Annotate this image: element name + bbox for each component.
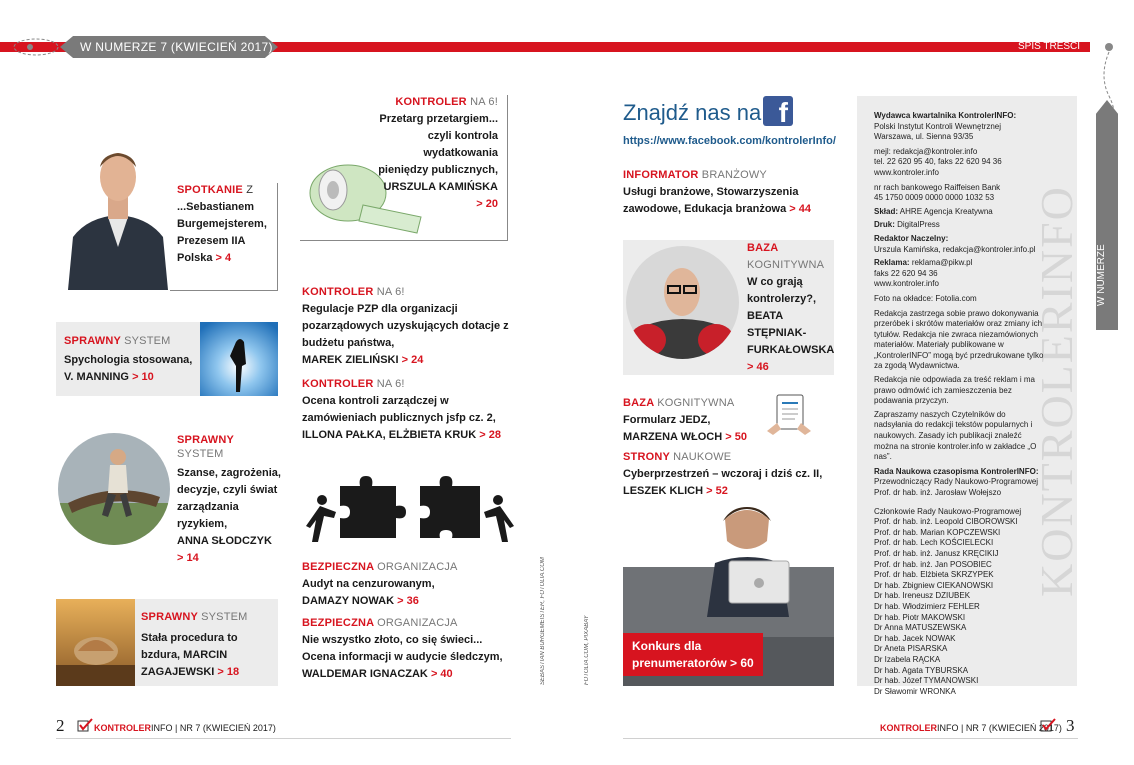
meeting-page: > 4 [215,252,232,264]
sprawny2-text[interactable] [177,465,282,567]
council-member: Dr hab. Józef TYMANOWSKI [874,676,979,686]
ads-line-1: faks 22 620 94 36 [874,268,938,278]
council-member: Prof. dr hab. Elżbieta SKRZYPEK [874,570,994,580]
bezp2-page: > 40 [430,668,453,680]
council-member: Prof. dr hab. inż. Leopold CIBOROWSKI [874,517,1018,527]
photo-credit-left: SEBASTIAN BURGEMEISTER, FOTOLIA.COM [540,557,546,685]
council-label: Rada Naukowa czasopisma KontrolerINFO: [874,466,1039,476]
strony-category [623,450,833,464]
footer-brand-left-bold: KONTROLER [94,723,151,733]
publisher-line-1: Polski Instytut Kontroli Wewnętrznej [874,121,1002,131]
council-head-2: Prof. dr hab. inż. Jarosław Wołejszo [874,488,1002,497]
informator-cat-normal: BRANŻOWY [701,169,767,181]
bezp2-cat-normal: ORGANIZACJA [377,617,458,629]
bezp2-cat-bold: BEZPIECZNA [302,617,374,629]
sprawny2-author: ANNA SŁODCZYK [177,535,272,547]
kontroler2-cat-bold: KONTROLER [302,286,374,298]
publisher-label: Wydawca kwartalnika KontrolerINFO: [874,111,1017,120]
footer-brand-right-normal: INFO [937,723,959,733]
baza1-category [747,240,837,274]
sprawny1-text[interactable] [64,352,204,386]
meeting-category [177,183,277,197]
council-member: Prof. dr hab. Marian KOPCZEWSKI [874,527,1001,537]
druk-label: Druk: [874,220,895,230]
portrait-illustration [68,137,168,290]
council-member: Prof. dr hab. inż. Janusz KRĘCIKIJ [874,548,999,558]
meeting-cat-bold: SPOTKANIE [177,184,243,196]
ads-line-2: www.kontroler.info [874,279,939,289]
konkurs-text [632,638,760,672]
informator-title: Usługi branżowe, Stowarzyszenia zawodowe, Edukacja branżowa [623,186,799,215]
baza1-cat-bold: BAZA [747,242,779,254]
baza2-cat-normal: KOGNITYWNA [657,397,735,409]
sprawny3-page: > 18 [217,666,240,678]
bezp1-category [302,560,512,574]
sklad-label: Skład: [874,206,899,216]
editor-label: Redaktor Naczelny: [874,233,949,243]
facebook-url[interactable]: https://www.facebook.com/kontrolerInfo/ [623,135,836,147]
impressum-note-1: Redakcja zastrzega sobie prawo dokonywania przeróbek i skrótów materiałów oraz zmiany ich tytułów. Redakcja nie zwraca niezamówionych materiałów. Materiały publikowane w „KontrolerINFO” mogą być przedrukowane tylko za zgodą Wydawnictwa. [874,308,1044,371]
council-member: Dr hab. Agata TYBURSKA [874,665,969,675]
kontroler3-page: > 28 [479,429,501,441]
sprawny1-title: Spychologia stosowana, [64,354,193,366]
issue-label: W NUMERZE 7 (KWIECIEŃ 2017) [80,40,273,54]
sprawny1-photo [200,322,278,396]
strony-text[interactable] [623,466,833,500]
baza1-text[interactable] [747,274,837,376]
sprawny3-text[interactable] [141,630,276,681]
kontroler1-category [360,95,498,109]
members-label: Członkowie Rady Naukowo-Programowej [874,506,1022,516]
sprawny1-author: V. MANNING [64,371,129,383]
kontroler3-category [302,377,512,391]
footer-brand-right [880,723,1062,733]
informator-cat-bold: INFORMATOR [623,169,699,181]
kontroler1-line1: Przetarg przetargiem... [379,113,498,125]
baza2-text[interactable] [623,412,783,446]
council-member: Dr Aneta PISARSKA [874,644,948,654]
publisher-line-2: Warszawa, ul. Sienna 93/35 [874,132,974,142]
kontroler2-page: > 24 [401,354,424,366]
bezp1-author: DAMAZY NOWAK [302,595,395,607]
baza2-page: > 50 [725,431,747,443]
footer-rule-right [623,738,1078,739]
impressum-watermark: KONTROLERINFO [1031,185,1082,597]
council-member: Dr hab. Zbigniew CIEKANOWSKI [874,580,994,590]
ads-value: reklama@pikw.pl [911,258,973,268]
informator-category [623,168,823,182]
footer-brand-left-normal: INFO [151,723,173,733]
informator-page: > 44 [789,203,811,215]
kontroler1-cat-bold: KONTROLER [395,96,467,108]
footer-rule-left [56,738,511,739]
cover-photo-credit: Foto na okładce: Fotolia.com [874,293,977,303]
bezp1-title: Audyt na cenzurowanym, [302,578,435,590]
council-member: Prof. dr hab. inż. Jan POSOBIEC [874,559,992,569]
kontroler2-author: MAREK ZIELIŃSKI [302,354,399,366]
kontroler2-cat-normal: NA 6! [376,286,405,298]
contact-line-1: mejl: redakcja@kontroler.info [874,146,978,156]
baza2-cat-bold: BAZA [623,397,654,409]
footer-issue-left: | NR 7 (KWIECIEŃ 2017) [175,723,276,733]
bezp1-text[interactable] [302,576,512,610]
strony-cat-normal: NAUKOWE [673,451,732,463]
kontroler1-border [507,95,508,240]
council-member: Dr hab. Jacek NOWAK [874,633,956,643]
footer-issue-right: | NR 7 (KWIECIEŃ 2017) [961,723,1062,733]
bezp1-cat-normal: ORGANIZACJA [377,561,458,573]
puzzle-illustration [300,470,515,550]
kontroler2-text[interactable] [302,301,512,369]
council-member: Prof. dr hab. Lech KOŚCIELECKI [874,538,994,548]
sprawny2-page: > 14 [177,552,199,564]
impressum-note-2: Redakcja nie odpowiada za treść reklam i ma prawo odmówić ich zamieszczenia bez podawania przyczyn. [874,375,1035,406]
strony-author: LESZEK KLICH [623,485,704,497]
side-tab-label: W NUMERZE [1096,244,1107,306]
sprawny2-title: Szanse, zagrożenia, decyzje, czyli świat zarządzania ryzykiem, [177,467,281,530]
left-page-number: 2 [56,716,65,735]
sprawny3-cat-bold: SPRAWNY [141,611,198,623]
impressum-content [874,111,1044,697]
header-dashed-ornament-left [8,36,68,58]
council-member: Dr Izabela RĄCKA [874,654,941,664]
informator-text[interactable] [623,184,823,218]
right-page-number: 3 [1066,716,1075,735]
druk-value: DigitalPress [897,220,940,230]
sprawny1-category [64,334,204,348]
form-tablet-icon [765,393,813,437]
impressum-note-3: Zapraszamy naszych Czytelników do nadsyłania do redakcji tekstów popularnych i naukowych. Zasady ich publikacji znaleźć można na stronie kontroler.info w zakładce „O nas”. [874,409,1037,462]
sprawny3-category [141,610,276,624]
council-member: Dr hab. Ireneusz DZIUBEK [874,591,971,601]
footer-brand-right-bold: KONTROLER [880,723,937,733]
baza2-author: MARZENA WŁOCH [623,431,723,443]
facebook-icon[interactable]: f [763,96,793,126]
council-head-1: Przewodniczący Rady Naukowo-Programowej [874,477,1039,487]
konkurs-page: > 60 [730,656,754,670]
bezp1-page: > 36 [397,595,419,607]
baza1-photo [626,246,739,359]
kontroler2-category [302,285,512,299]
konkurs-title: Konkurs dla prenumeratorów [632,639,727,670]
baza1-title: W co grają kontrolerzy?, [747,276,817,305]
bezp1-cat-bold: BEZPIECZNA [302,561,374,573]
kontroler1-author: URSZULA KAMIŃSKA [383,181,498,193]
kontroler3-cat-bold: KONTROLER [302,378,374,390]
bezp2-category [302,616,517,630]
bank-line-1: nr rach bankowego Raiffeisen Bank [874,182,1001,192]
kontroler1-bottom-border [300,240,508,241]
baza2-category [623,396,783,410]
kontroler1-text[interactable] [360,111,498,213]
sklad-value: AHRE Agencja Kreatywna [899,206,993,216]
bezp2-text[interactable] [302,632,517,683]
council-member: Dr hab. Włodzimierz FEHLER [874,601,980,611]
kontroler1-line4: pieniędzy publicznych, [378,164,498,176]
meeting-border [277,183,278,290]
bezp2-author: WALDEMAR IGNACZAK [302,668,428,680]
council-members-list [874,517,1044,697]
section-label: SPIS TREŚCI [1018,41,1081,52]
sprawny1-cat-bold: SPRAWNY [64,335,121,347]
kontroler2-title: Regulacje PZP dla organizacji pozarządowych uzyskujących dotacje z budżetu państwa, [302,303,509,349]
checkmark-logo-icon [1040,718,1056,732]
photo-credit-right: FOTOLIA.COM, PIXABAY [584,615,590,685]
editor-value: Urszula Kamińska, redakcja@kontroler.info.pl [874,244,1036,254]
baza1-author: BEATA STĘPNIAK-FURKAŁOWSKA [747,310,835,356]
sprawny2-cat-bold: SPRAWNY [177,434,234,446]
meeting-text[interactable] [177,199,277,267]
sprawny2-photo [58,433,170,545]
strony-page: > 52 [706,485,728,497]
sprawny2-cat-normal: SYSTEM [177,448,224,460]
sprawny3-title: Stała procedura to bzdura, MARCIN ZAGAJEWSKI [141,632,238,678]
council-member: Dr Anna MATUSZEWSKA [874,623,967,633]
baza2-title: Formularz JEDZ, [623,414,711,426]
kontroler1-line2: czyli kontrola [427,130,498,142]
footer-brand-left [94,723,276,733]
meeting-bottom-border [170,290,278,291]
council-member: Dr Sławomir WRONKA [874,686,956,696]
meeting-title: ...Sebastianem Burgemejsterem, Prezesem IIA Polska [177,201,267,264]
sprawny3-photo [56,599,135,686]
contact-line-2: tel. 22 620 95 40, faks 22 620 94 36 [874,157,1002,167]
sprawny3-cat-normal: SYSTEM [201,611,248,623]
contact-line-3: www.kontroler.info [874,167,939,177]
kontroler1-page: > 20 [476,198,498,210]
checkmark-logo-icon [77,718,93,732]
baza1-cat-normal: KOGNITYWNA [747,259,825,271]
sprawny2-category [177,433,282,461]
strony-cat-bold: STRONY [623,451,670,463]
bank-line-2: 45 1750 0009 0000 0000 1032 53 [874,193,995,203]
portrait-photo [68,137,168,290]
kontroler3-cat-normal: NA 6! [376,378,405,390]
kontroler3-text[interactable] [302,393,512,444]
kontroler1-line3: wydatkowania [423,147,498,159]
strony-title: Cyberprzestrzeń – wczoraj i dziś cz. II, [623,468,823,480]
kontroler1-cat-normal: NA 6! [470,96,498,108]
meeting-cat-normal: Z [246,184,254,196]
sprawny1-page: > 10 [132,371,154,383]
baza1-page: > 46 [747,361,769,373]
bezp2-title: Nie wszystko złoto, co się świeci... Ocena informacji w audycie śledczym, [302,634,503,663]
sprawny1-cat-normal: SYSTEM [124,335,171,347]
kontroler3-title: Ocena kontroli zarządczej w zamówieniach publicznych jsfp cz. 2, [302,395,496,424]
ads-label: Reklama: [874,258,910,268]
kontroler3-author: ILLONA PAŁKA, ELŻBIETA KRUK [302,429,477,441]
facebook-title: Znajdź nas na [623,100,762,125]
council-member: Dr hab. Piotr MAKOWSKI [874,612,966,622]
